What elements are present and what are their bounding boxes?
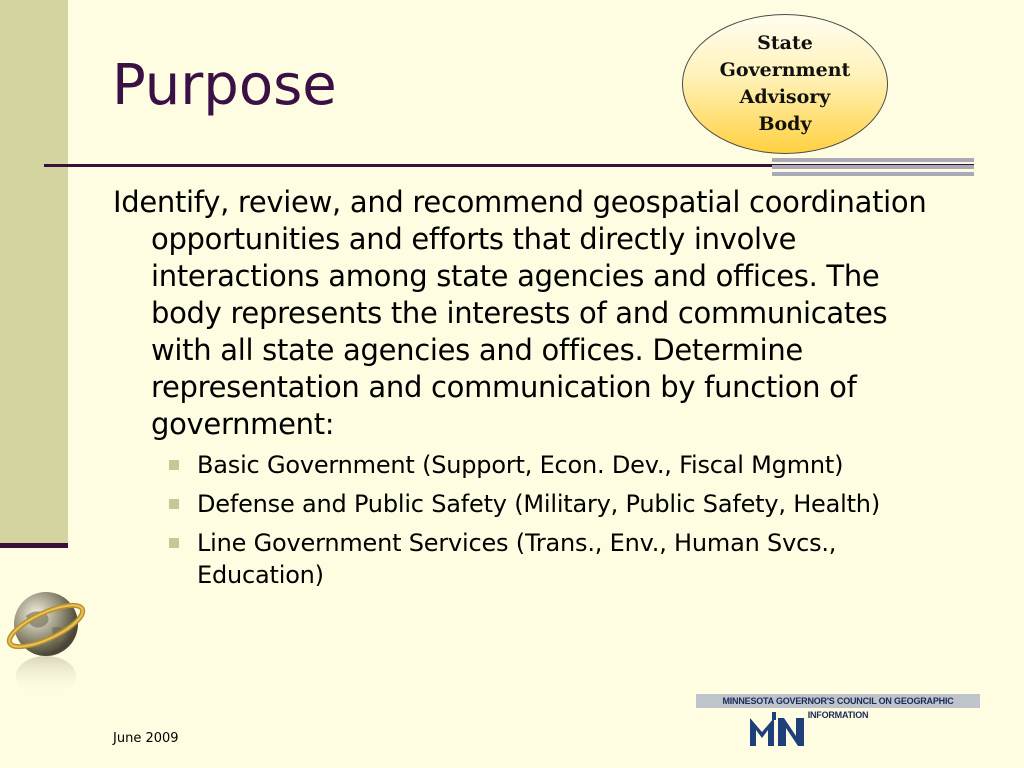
purpose-paragraph: Identify, review, and recommend geospatial coordination opportunities and efforts that directly involve interactions among state agencies and offices. The body represents the interests of and communicates with all state agencies and offices. Determine representation and communication by function of government: <box>113 185 927 441</box>
bullet-square-icon <box>169 538 179 548</box>
mn-gci-logo <box>696 694 980 750</box>
badge-text: State Government Advisory Body <box>719 32 851 135</box>
advisory-body-badge <box>682 14 888 154</box>
list-item <box>165 449 943 481</box>
bullet-text: Defense and Public Safety (Military, Public Safety, Health) <box>197 490 880 518</box>
decorative-bars <box>772 158 974 180</box>
list-item <box>165 488 943 520</box>
bullet-square-icon <box>169 499 179 509</box>
bullet-text: Line Government Services (Trans., Env., Human Svcs., Education) <box>197 529 837 589</box>
slide-body <box>113 184 943 598</box>
globe-icon <box>4 588 94 698</box>
left-accent-rule <box>0 543 68 548</box>
footer-date: June 2009 <box>113 731 179 746</box>
slide-title: Purpose <box>112 53 337 118</box>
mn-logo-icon <box>748 710 808 748</box>
list-item <box>165 527 943 591</box>
left-accent-bar <box>0 0 68 545</box>
bullet-text: Basic Government (Support, Econ. Dev., Fiscal Mgmnt) <box>197 451 844 479</box>
logo-caption: MINNESOTA GOVERNOR'S COUNCIL ON GEOGRAPHIC INFORMATION <box>696 694 980 708</box>
bullet-square-icon <box>169 460 179 470</box>
function-list <box>113 449 943 591</box>
